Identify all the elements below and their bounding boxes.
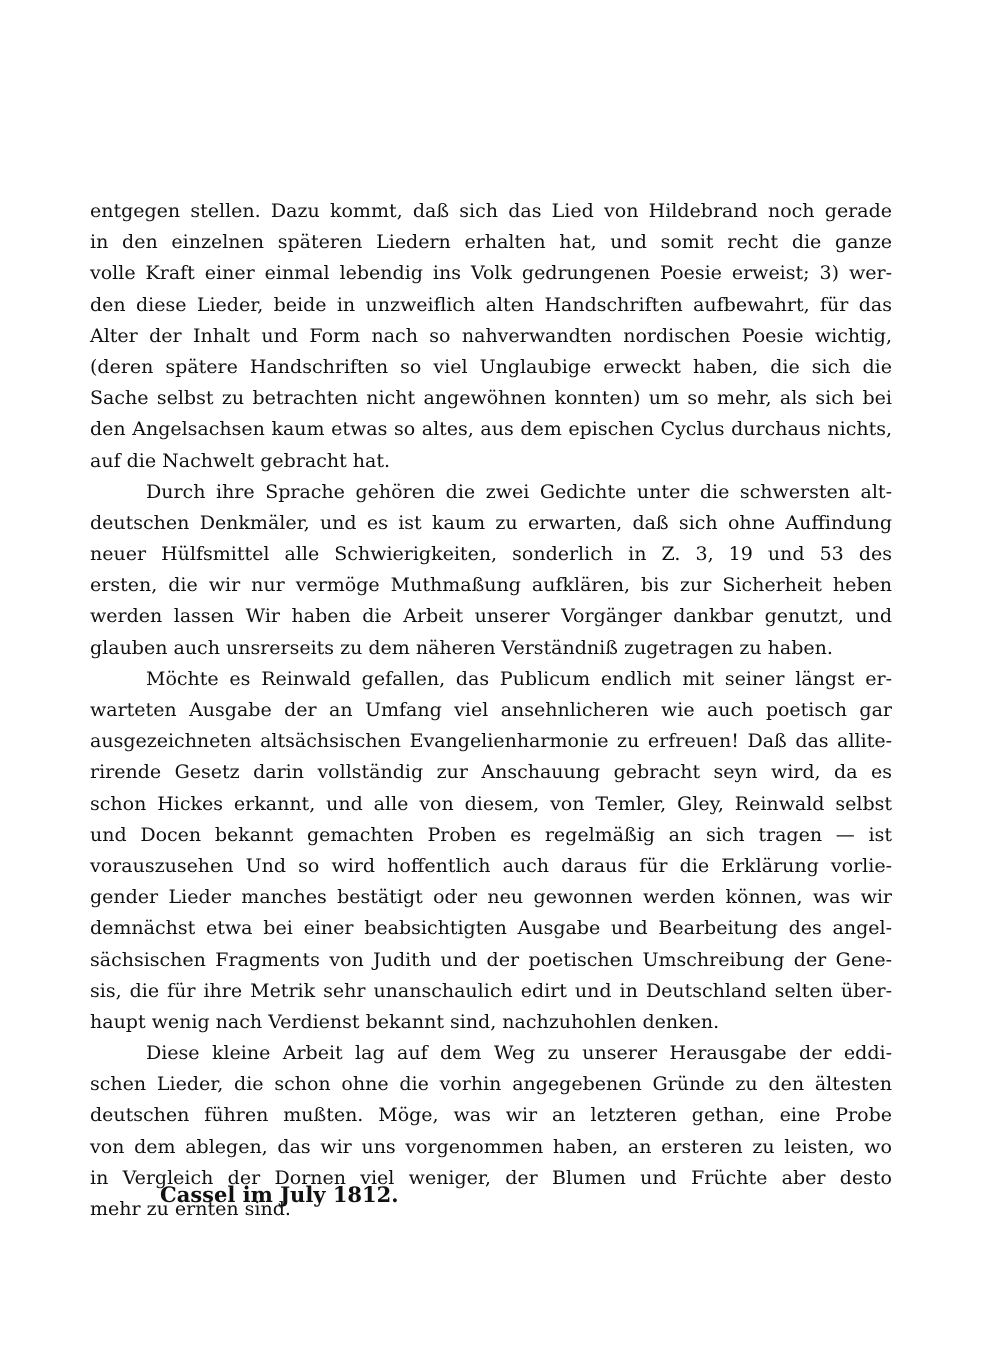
body-text [90, 196, 892, 1225]
text-line: haupt wenig nach Verdienst bekannt sind, nachzuhohlen denken. [90, 1010, 720, 1033]
text-line: rirende Gesetz darin vollständig zur Anschauung gebracht seyn wird, da es [90, 761, 892, 784]
text-line: ersten, die wir nur vermöge Muthmaßung aufklären, bis zur Sicherheit heben [90, 574, 892, 597]
text-line: schen Lieder, die schon ohne die vorhin angegebenen Gründe zu den ältesten [90, 1073, 892, 1096]
text-line: Alter der Inhalt und Form nach so nahverwandten nordischen Poesie wichtig, [90, 324, 892, 347]
text-line: den diese Lieder, beide in unzweiflich alten Handschriften aufbewahrt, für das [90, 293, 892, 316]
text-line: werden lassen Wir haben die Arbeit unserer Vorgänger dankbar genutzt, und [90, 605, 892, 628]
text-line: schon Hickes erkannt, und alle von diesem, von Temler, Gley, Reinwald selbst [90, 792, 892, 815]
text-line: sis, die für ihre Metrik sehr unanschaulich edirt und in Deutschland selten über- [90, 979, 892, 1002]
text-line: entgegen stellen. Dazu kommt, daß sich das Lied von Hildebrand noch gerade [90, 200, 892, 222]
text-line: mehr zu ernten sind. [90, 1198, 291, 1220]
text-line: von dem ablegen, das wir uns vorgenommen haben, an ersteren zu leisten, wo [90, 1135, 892, 1158]
text-line: glauben auch unsrerseits zu dem näheren Verständniß zugetragen zu haben. [90, 636, 833, 659]
text-line: Möchte es Reinwald gefallen, das Publicum endlich mit seiner längst er- [146, 667, 892, 690]
text-line: vorauszusehen Und so wird hoffentlich auch daraus für die Erklärung vorlie- [90, 854, 892, 877]
text-line: in Vergleich der Dornen viel weniger, der Blumen und Früchte aber desto [90, 1166, 892, 1189]
text-line: deutschen Denkmäler, und es ist kaum zu erwarten, daß sich ohne Auffindung [90, 511, 892, 534]
text-line: Diese kleine Arbeit lag auf dem Weg zu unserer Herausgabe der eddi- [146, 1042, 892, 1065]
text-line: neuer Hülfsmittel alle Schwierigkeiten, sonderlich in Z. 3, 19 und 53 des [90, 543, 892, 566]
text-line: in den einzelnen späteren Liedern erhalten hat, und somit recht die ganze [90, 231, 892, 254]
text-line: deutschen führen mußten. Möge, was wir an letzteren gethan, eine Probe [90, 1104, 892, 1127]
text-line: demnächst etwa bei einer beabsichtigten Ausgabe und Bearbeitung des angel- [90, 917, 892, 940]
text-line: Durch ihre Sprache gehören die zwei Gedichte unter die schwersten alt- [146, 480, 892, 503]
text-line: (deren spätere Handschriften so viel Unglaubige erweckt haben, die sich die [90, 355, 892, 378]
text-line: auf die Nachwelt gebracht hat. [90, 449, 391, 472]
text-line: Sache selbst zu betrachten nicht angewöhnen konnten) um so mehr, als sich bei [90, 387, 892, 410]
text-line: den Angelsachsen kaum etwas so altes, aus dem epischen Cyclus durchaus nichts, [90, 418, 892, 441]
text-line: volle Kraft einer einmal lebendig ins Volk gedrungenen Poesie erweist; 3) wer- [90, 262, 892, 285]
text-line: warteten Ausgabe der an Umfang viel ansehnlicheren wie auch poetisch gar [90, 699, 892, 721]
text-line: ausgezeichneten altsächsischen Evangelienharmonie zu erfreuen! Daß das allite- [90, 730, 892, 753]
text-line: sächsischen Fragments von Judith und der poetischen Umschreibung der Gene- [90, 948, 892, 971]
place-date-signature: Cassel im July 1812. [160, 1182, 399, 1207]
text-line: und Docen bekannt gemachten Proben es regelmäßig an sich tragen — ist [90, 823, 892, 846]
text-line: gender Lieder manches bestätigt oder neu gewonnen werden können, was wir [90, 886, 892, 909]
